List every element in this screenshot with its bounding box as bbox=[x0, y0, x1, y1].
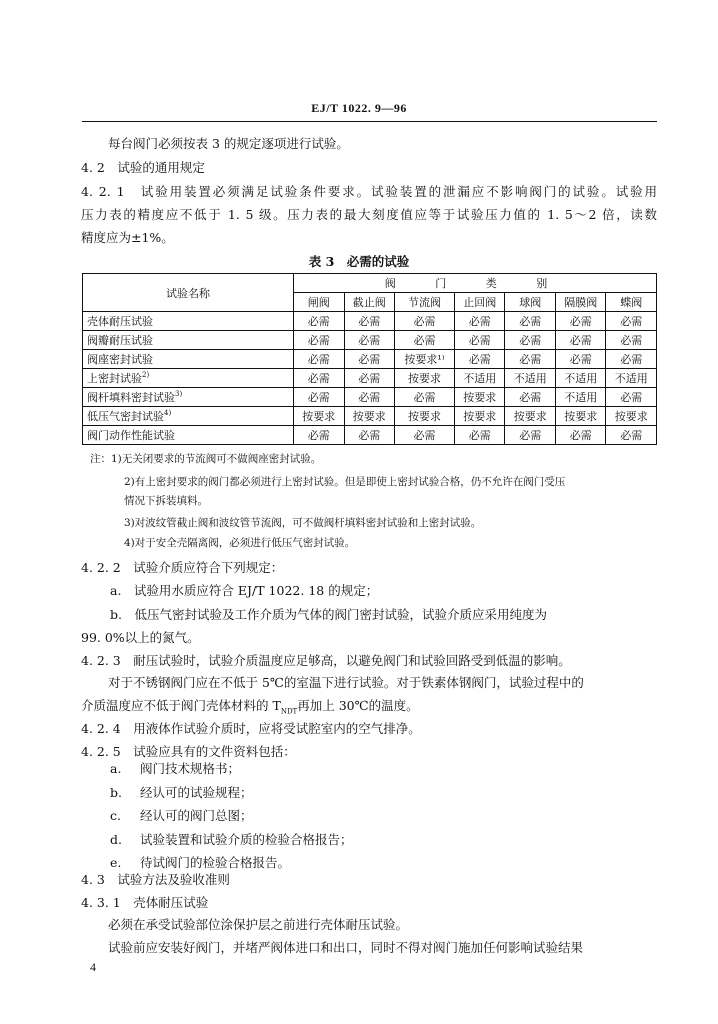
table-3-caption: 表 3 必需的试验 bbox=[308, 254, 410, 269]
tndt-prefix: 介质温度应不低于阀门壳体材料的 T bbox=[81, 698, 281, 713]
requirement-cell: 必需 bbox=[294, 388, 345, 407]
valve-type-header: 闸阀 bbox=[294, 293, 345, 312]
requirement-cell: 按要求¹⁾ bbox=[395, 350, 455, 369]
requirement-cell: 不适用 bbox=[606, 369, 657, 388]
header-rule bbox=[82, 121, 657, 122]
test-name-text: 壳体耐压试验 bbox=[87, 315, 153, 328]
requirement-cell: 必需 bbox=[294, 350, 345, 369]
test-name-text: 阀座密封试验 bbox=[87, 353, 153, 366]
table-row bbox=[83, 312, 657, 331]
test-name-text: 阀瓣耐压试验 bbox=[87, 334, 153, 347]
requirement-cell: 必需 bbox=[454, 312, 505, 331]
requirement-cell: 必需 bbox=[606, 350, 657, 369]
list-item-text: 待试阀门的检验合格报告。 bbox=[140, 855, 291, 870]
requirement-cell: 必需 bbox=[344, 350, 395, 369]
section-4-2-3-para: 对于不锈钢阀门应在不低于 5℃的室温下进行试验。对于铁素体钢阀门，试验过程中的 bbox=[108, 675, 584, 690]
test-name-cell bbox=[83, 331, 294, 350]
list-item-text: 经认可的阀门总图； bbox=[140, 808, 253, 823]
requirement-cell: 必需 bbox=[505, 426, 556, 445]
section-4-3-heading: 4. 3 试验方法及验收准则 bbox=[81, 872, 230, 887]
section-4-2-3: 4. 2. 3 耐压试验时，试验介质温度应足够高，以避免阀门和试验回路受到低温的影响。 bbox=[81, 653, 571, 668]
section-4-2-1-line2: 压力表的精度应不低于 1. 5 级。压力表的最大刻度值应等于试验压力值的 1. 5～2 倍，读数 bbox=[81, 207, 657, 222]
test-name-text: 上密封试验 bbox=[87, 372, 142, 385]
section-4-2-1-line1: 4. 2. 1 试验用装置必须满足试验条件要求。试验装置的泄漏应不影响阀门的试验。试验用 bbox=[81, 184, 657, 199]
table-row bbox=[83, 407, 657, 426]
list-item-label: c. bbox=[110, 808, 121, 823]
requirement-cell: 不适用 bbox=[454, 369, 505, 388]
requirement-cell: 必需 bbox=[395, 312, 455, 331]
requirement-cell: 必需 bbox=[555, 331, 606, 350]
requirement-cell: 必需 bbox=[555, 426, 606, 445]
section-4-2-2: 4. 2. 2 试验介质应符合下列规定： bbox=[81, 560, 284, 575]
requirement-cell: 必需 bbox=[555, 312, 606, 331]
page-number: 4 bbox=[90, 960, 96, 974]
table-row bbox=[83, 350, 657, 369]
required-tests-table bbox=[82, 273, 657, 445]
test-name-cell bbox=[83, 312, 294, 331]
note-1: 注：1)无关闭要求的节流阀可不做阀座密封试验。 bbox=[90, 453, 322, 465]
requirement-cell: 必需 bbox=[454, 426, 505, 445]
requirement-cell: 必需 bbox=[294, 331, 345, 350]
test-name-cell bbox=[83, 388, 294, 407]
table-row bbox=[83, 426, 657, 445]
requirement-cell: 必需 bbox=[505, 312, 556, 331]
requirement-cell: 必需 bbox=[505, 331, 556, 350]
intro-paragraph: 每台阀门必须按表 3 的规定逐项进行试验。 bbox=[108, 136, 349, 151]
note-3: 3)对波纹管截止阀和波纹管节流阀，可不做阀杆填料密封试验和上密封试验。 bbox=[124, 517, 482, 529]
requirement-cell: 必需 bbox=[395, 331, 455, 350]
requirement-cell: 按要求 bbox=[454, 388, 505, 407]
list-item-text: 经认可的试验规程； bbox=[140, 785, 253, 800]
requirement-cell: 不适用 bbox=[505, 369, 556, 388]
footnote-marker: 3) bbox=[175, 390, 183, 398]
section-4-2-2-b-cont: 99. 0%以上的氮气。 bbox=[81, 630, 200, 645]
tndt-suffix: 再加上 30℃的温度。 bbox=[297, 698, 419, 713]
valve-type-header: 截止阀 bbox=[344, 293, 395, 312]
requirement-cell: 必需 bbox=[294, 312, 345, 331]
requirement-cell: 按要求 bbox=[344, 407, 395, 426]
test-name-text: 阀门动作性能试验 bbox=[87, 429, 175, 442]
list-item-label: e. bbox=[110, 855, 122, 870]
requirement-cell: 按要求 bbox=[606, 407, 657, 426]
test-name-cell bbox=[83, 407, 294, 426]
requirement-cell: 必需 bbox=[505, 388, 556, 407]
section-4-2-5: 4. 2. 5 试验应具有的文件资料包括： bbox=[81, 744, 296, 759]
test-name-text: 低压气密封试验 bbox=[87, 410, 164, 423]
note-2-line1: 2)有上密封要求的阀门都必须进行上密封试验。但是即使上密封试验合格，仍不允许在阀门受压 bbox=[124, 476, 566, 488]
requirement-cell: 不适用 bbox=[555, 388, 606, 407]
requirement-cell: 必需 bbox=[555, 350, 606, 369]
requirement-cell: 必需 bbox=[454, 331, 505, 350]
test-name-text: 阀杆填料密封试验 bbox=[87, 391, 175, 404]
requirement-cell: 必需 bbox=[294, 369, 345, 388]
section-4-2-4: 4. 2. 4 用液体作试验介质时，应将受试腔室内的空气排净。 bbox=[81, 721, 421, 736]
requirement-cell: 必需 bbox=[606, 388, 657, 407]
list-item bbox=[110, 785, 253, 801]
section-4-3-1-para2: 试验前应安装好阀门，并堵严阀体进口和出口，同时不得对阀门施加任何影响试验结果 bbox=[108, 940, 584, 955]
requirement-cell: 必需 bbox=[344, 369, 395, 388]
valve-type-header: 节流阀 bbox=[395, 293, 455, 312]
section-4-2-heading: 4. 2 试验的通用规定 bbox=[81, 160, 205, 175]
requirement-cell: 按要求 bbox=[454, 407, 505, 426]
test-name-cell bbox=[83, 426, 294, 445]
valve-type-header: 蝶阀 bbox=[606, 293, 657, 312]
requirement-cell: 必需 bbox=[344, 331, 395, 350]
test-name-cell bbox=[83, 350, 294, 369]
section-4-2-2-a: a. 试验用水质应符合 EJ/T 1022. 18 的规定； bbox=[110, 583, 379, 598]
note-2-line2: 情况下拆装填料。 bbox=[124, 495, 208, 507]
tndt-subscript: NDT bbox=[280, 707, 298, 716]
requirement-cell: 按要求 bbox=[555, 407, 606, 426]
section-4-2-1-line3: 精度应为±1%。 bbox=[81, 230, 174, 245]
list-item-text: 试验装置和试验介质的检验合格报告； bbox=[140, 832, 353, 847]
valve-type-header: 止回阀 bbox=[454, 293, 505, 312]
section-4-3-1-heading: 4. 3. 1 壳体耐压试验 bbox=[81, 895, 209, 910]
requirement-cell: 按要求 bbox=[294, 407, 345, 426]
requirement-cell: 必需 bbox=[606, 331, 657, 350]
requirement-cell: 按要求 bbox=[505, 407, 556, 426]
table-row bbox=[83, 388, 657, 407]
section-4-2-3-para2 bbox=[81, 698, 419, 720]
requirement-cell: 必需 bbox=[606, 312, 657, 331]
test-name-header: 试验名称 bbox=[83, 274, 294, 312]
requirement-cell: 按要求 bbox=[395, 369, 455, 388]
test-name-cell bbox=[83, 369, 294, 388]
valve-type-header: 隔膜阀 bbox=[555, 293, 606, 312]
document-code-header: EJ/T 1022. 9—96 bbox=[311, 101, 407, 115]
footnote-marker: 4) bbox=[164, 409, 172, 417]
table-body bbox=[83, 312, 657, 445]
requirement-cell: 必需 bbox=[294, 426, 345, 445]
list-item-label: d. bbox=[110, 832, 122, 847]
list-item bbox=[110, 832, 353, 848]
table-row bbox=[83, 369, 657, 388]
requirement-cell: 必需 bbox=[606, 426, 657, 445]
note-4: 4)对于安全壳隔离阀，必须进行低压气密封试验。 bbox=[124, 537, 356, 549]
list-item-text: 阀门技术规格书； bbox=[140, 761, 241, 776]
section-4-3-1-para: 必须在承受试验部位涂保护层之前进行壳体耐压试验。 bbox=[108, 917, 409, 932]
requirement-cell: 必需 bbox=[505, 350, 556, 369]
requirement-cell: 必需 bbox=[454, 350, 505, 369]
valve-category-header: 阀 门 类 别 bbox=[294, 274, 657, 293]
footnote-marker: 2) bbox=[142, 371, 150, 379]
requirement-cell: 不适用 bbox=[555, 369, 606, 388]
list-item-label: b. bbox=[110, 785, 122, 800]
list-item bbox=[110, 808, 253, 824]
requirement-cell: 必需 bbox=[395, 388, 455, 407]
requirement-cell: 必需 bbox=[344, 388, 395, 407]
list-item-label: a. bbox=[110, 761, 122, 776]
requirement-cell: 按要求 bbox=[395, 407, 455, 426]
section-4-2-2-b: b. 低压气密封试验及工作介质为气体的阀门密封试验，试验介质应采用纯度为 bbox=[110, 607, 547, 622]
table-row bbox=[83, 331, 657, 350]
requirement-cell: 必需 bbox=[344, 426, 395, 445]
list-item bbox=[110, 855, 290, 871]
requirement-cell: 必需 bbox=[344, 312, 395, 331]
requirement-cell: 必需 bbox=[395, 426, 455, 445]
valve-type-header: 球阀 bbox=[505, 293, 556, 312]
list-item bbox=[110, 761, 240, 777]
